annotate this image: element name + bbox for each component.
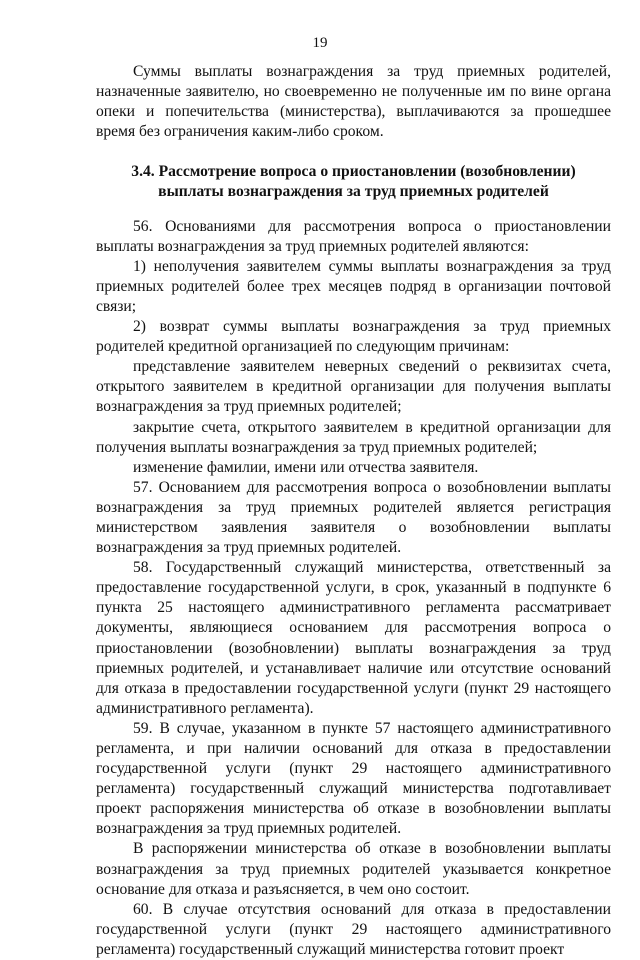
page-number: 19 [312, 35, 328, 51]
intro-paragraph: Суммы выплаты вознаграждения за труд приемных родителей, назначенные заявителю, но своевременно не полученные им по вине органа опеки и попечительства (министерства), выплачиваются за прошедшее время без ограничения каким-либо сроком. [96, 63, 611, 141]
document-body [96, 62, 611, 960]
reason-account-closed: закрытие счета, открытого заявителем в кредитной организации для получения выплаты вознаграждения за труд приемных родителей; [96, 418, 611, 456]
item-1: 1) неполучения заявителем суммы выплаты вознаграждения за труд приемных родителей более трех месяцев подряд в организации почтовой связи; [96, 257, 611, 315]
paragraph-59: 59. В случае, указанном в пункте 57 настоящего административного регламента, и при наличии оснований для отказа в предоставлении государственной услуги (пункт 29 настоящего административного регламента) государственный служащий министерства подготавливает проект распоряжения министерства об отказе в возобновлении выплаты вознаграждения за труд приемных родителей. [96, 719, 611, 838]
item-2: 2) возврат суммы выплаты вознаграждения за труд приемных родителей кредитной организацией по следующим причинам: [96, 318, 611, 356]
reason-name-change: изменение фамилии, имени или отчества заявителя. [133, 458, 479, 476]
reason-incorrect-details: представление заявителем неверных сведений о реквизитах счета, открытого заявителем в кредитной организации для получения выплаты вознаграждения за труд приемных родителей; [96, 358, 611, 416]
section-heading: 3.4. Рассмотрение вопроса о приостановлении (возобновлении) выплаты вознаграждения за труд приемных родителей [131, 163, 576, 201]
paragraph-59-continued: В распоряжении министерства об отказе в возобновлении выплаты вознаграждения за труд приемных родителей указывается конкретное основание для отказа и разъясняется, в чем оно состоит. [96, 840, 611, 898]
paragraph-57: 57. Основанием для рассмотрения вопроса о возобновлении выплаты вознаграждения за труд приемных родителей является регистрация министерством заявления заявителя о возобновлении выплаты вознаграждения за труд приемных родителей. [96, 478, 611, 557]
paragraph-58: 58. Государственный служащий министерства, ответственный за предоставление государственной услуги, в срок, указанный в подпункте 6 пункта 25 настоящего административного регламента рассматривает документы, являющиеся основанием для рассмотрения вопроса о приостановлении (возобновлении) выплаты вознаграждения за труд приемных родителей, и устанавливает наличие или отсутствие оснований для отказа в предоставлении государственной услуги (пункт 29 настоящего административного регламента). [96, 559, 611, 717]
paragraph-56: 56. Основаниями для рассмотрения вопроса о приостановлении выплаты вознаграждения за труд приемных родителей являются: [96, 217, 611, 255]
paragraph-60: 60. В случае отсутствия оснований для отказа в предоставлении государственной услуги (пункт 29 настоящего административного регламента) государственный служащий министерства готовит проект [96, 900, 611, 958]
